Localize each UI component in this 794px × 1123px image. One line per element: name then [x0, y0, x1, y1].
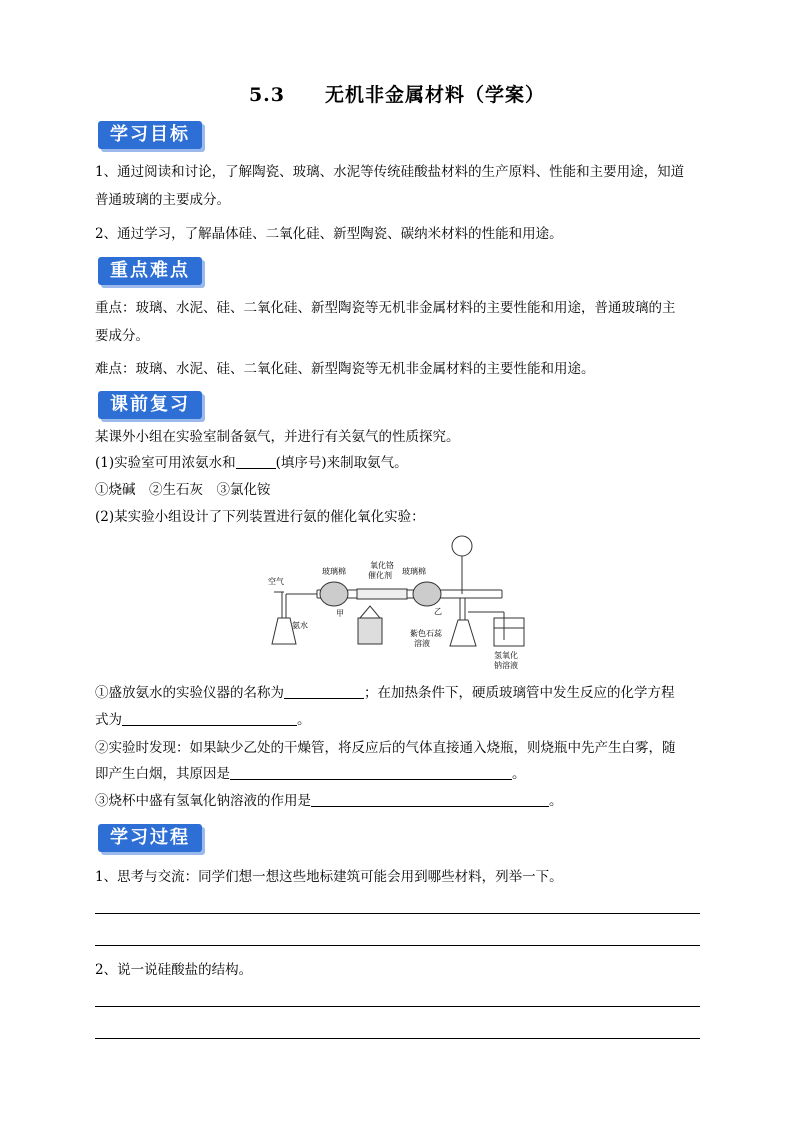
section-badge-key: 重点难点 — [98, 257, 202, 285]
label-air: 空气 — [268, 577, 284, 586]
balloon — [452, 536, 472, 556]
answer-blank-reason[interactable] — [230, 765, 512, 780]
answer-blank-instrument[interactable] — [284, 684, 364, 699]
label-ammonia: 氨水 — [292, 621, 308, 630]
review-sub3-text: ③烧杯中盛有氢氧化钠溶液的作用是 — [95, 793, 311, 809]
label-naoh-1: 氢氧化 — [494, 651, 518, 660]
review-sub1-end: 。 — [297, 712, 311, 728]
review-sub2-end: 。 — [512, 766, 526, 782]
beaker — [494, 618, 524, 646]
key-line-1: 重点：玻璃、水泥、硅、二氧化硅、新型陶瓷等无机非金属材料的主要性能和用途，普通玻璃的主 — [95, 300, 676, 316]
answer-line-q1-2[interactable] — [95, 945, 700, 946]
key-line-2: 要成分。 — [95, 328, 149, 344]
title-text: 无机非金属材料（学案） — [325, 84, 546, 106]
review-sub2-line1: ②实验时发现：如果缺少乙处的干燥管，将反应后的气体直接通入烧瓶，则烧瓶中先产生白雾，随 — [95, 740, 676, 756]
review-q1-text-b: (填序号)来制取氨气。 — [275, 455, 408, 471]
answer-line-q2-1[interactable] — [95, 1006, 700, 1007]
review-sub3 — [95, 792, 700, 810]
label-jia: 甲 — [336, 609, 344, 618]
answer-blank-naoh[interactable] — [311, 792, 549, 807]
goal-line-3: 2、通过学习，了解晶体硅、二氧化硅、新型陶瓷、碳纳米材料的性能和用途。 — [95, 226, 563, 242]
label-yi: 乙 — [434, 607, 442, 616]
process-q2: 2、说一说硅酸盐的结构。 — [95, 962, 253, 978]
label-catalyst-1: 氧化铬 — [370, 561, 394, 570]
drying-bulb-yi — [413, 582, 441, 606]
review-options: ①烧碱 ②生石灰 ③氯化铵 — [95, 482, 271, 498]
review-intro: 某课外小组在实验室制备氨气，并进行有关氨气的性质探究。 — [95, 429, 460, 445]
label-glasswool-2: 玻璃棉 — [402, 567, 426, 576]
goal-line-1: 1、通过阅读和讨论，了解陶瓷、玻璃、水泥等传统硅酸盐材料的生产原料、性能和主要用途，知道 — [95, 164, 685, 180]
section-badge-process: 学习过程 — [98, 824, 202, 852]
review-sub2-line2 — [95, 765, 700, 783]
process-q1: 1、思考与交流：同学们想一想这些地标建筑可能会用到哪些材料，列举一下。 — [95, 869, 563, 885]
review-sub2-text-b: 即产生白烟，其原因是 — [95, 766, 230, 782]
label-catalyst-2: 催化剂 — [368, 571, 392, 580]
page-title — [0, 80, 794, 107]
alcohol-lamp — [360, 606, 380, 618]
review-sub1-line1 — [95, 684, 700, 702]
label-litmus-2: 溶液 — [414, 639, 430, 648]
label-naoh-2: 钠溶液 — [494, 661, 518, 670]
review-sub1-text-b: ；在加热条件下，硬质玻璃管中发生反应的化学方程 — [364, 685, 675, 701]
review-sub1-text-c: 式为 — [95, 712, 122, 728]
review-q2: (2)某实验小组设计了下列装置进行氨的催化氧化实验： — [95, 509, 425, 525]
label-litmus-1: 紫色石蕊 — [410, 629, 442, 638]
answer-line-q2-2[interactable] — [95, 1038, 700, 1039]
review-q1-text-a: (1)实验室可用浓氨水和 — [95, 455, 236, 471]
goal-line-2: 普通玻璃的主要成分。 — [95, 192, 230, 208]
answer-blank-q1[interactable] — [236, 454, 276, 469]
answer-blank-equation[interactable] — [122, 711, 297, 726]
review-sub3-end: 。 — [549, 793, 563, 809]
key-line-3: 难点：玻璃、水泥、硅、二氧化硅、新型陶瓷等无机非金属材料的主要性能和用途。 — [95, 361, 595, 377]
apparatus-diagram — [262, 532, 532, 674]
drying-bulb-jia — [320, 582, 348, 606]
title-number: 5.3 — [248, 84, 286, 106]
label-glasswool-1: 玻璃棉 — [322, 567, 346, 576]
answer-line-q1-1[interactable] — [95, 913, 700, 914]
section-badge-goals: 学习目标 — [98, 121, 202, 149]
hard-glass-tube — [357, 589, 407, 599]
right-flask — [450, 620, 476, 646]
review-sub1-text-a: ①盛放氨水的实验仪器的名称为 — [95, 685, 284, 701]
review-sub1-line2 — [95, 711, 700, 729]
review-q1 — [95, 454, 700, 472]
section-badge-review: 课前复习 — [98, 391, 202, 419]
